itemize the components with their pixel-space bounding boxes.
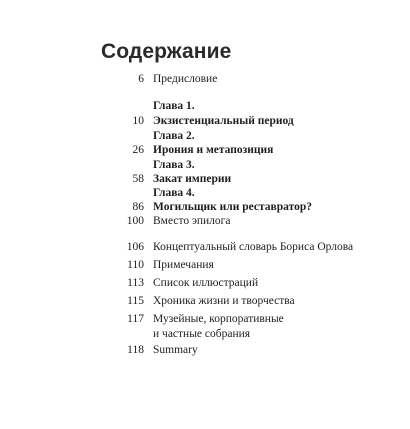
toc-entry-title: Список иллюстраций (153, 277, 259, 289)
toc-chapter-label: Глава 2. (153, 130, 195, 142)
toc-entry-title: Ирония и метапозиция (153, 144, 274, 156)
toc-entry (0, 255, 410, 275)
toc-entry (0, 69, 410, 89)
toc-entry-title: Примечания (153, 259, 214, 271)
page-title: Содержание (101, 40, 232, 63)
toc-entry-title: Вместо эпилога (153, 215, 231, 227)
toc-page-number: 58 (132, 173, 144, 185)
toc-entry-title: Могильщик или реставратор? (153, 201, 312, 213)
toc-entry-title: Предисловие (153, 73, 218, 85)
toc-page-number: 86 (132, 201, 144, 213)
toc-page-number: 106 (126, 241, 144, 253)
toc-chapter-label: Глава 1. (153, 100, 195, 112)
toc-entry-title: Summary (153, 344, 198, 356)
toc-page-number: 117 (127, 313, 144, 325)
toc-entry (0, 291, 410, 311)
toc-chapter-label: Глава 4. (153, 187, 195, 199)
toc-page-number: 115 (127, 295, 144, 307)
toc-page-number: 6 (138, 73, 144, 85)
toc-entry-continuation: и частные собрания (153, 328, 251, 340)
toc-entry-title: Закат империи (153, 173, 232, 185)
toc-entry (0, 211, 410, 231)
toc-entry-title: Музейные, корпоративные (153, 313, 284, 325)
toc-entry-title: Хроника жизни и творчества (153, 295, 295, 307)
toc-page-number: 110 (127, 259, 144, 271)
toc-chapter-label: Глава 3. (153, 159, 195, 171)
toc-entry-title: Экзистенциальный период (153, 115, 294, 127)
toc-entry (0, 273, 410, 293)
toc-entry (0, 340, 410, 360)
toc-page-number: 26 (132, 144, 144, 156)
toc-page-number: 113 (127, 277, 144, 289)
toc-page-number: 10 (132, 115, 144, 127)
toc-entry-title: Концептуальный словарь Бориса Орлова (153, 241, 354, 253)
toc-page-number: 100 (126, 215, 144, 227)
toc-entry (0, 237, 410, 257)
toc-page-number: 118 (127, 344, 144, 356)
